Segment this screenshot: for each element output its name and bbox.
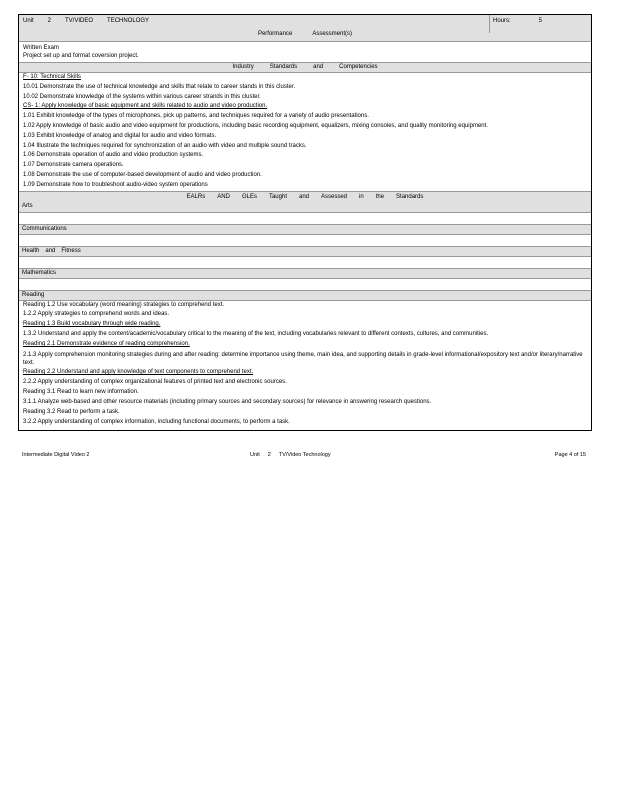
band-word: Industry — [232, 64, 254, 70]
unit-sheet — [18, 14, 592, 431]
unit-label: Unit — [23, 18, 34, 24]
health-content — [19, 257, 591, 268]
page-footer — [22, 452, 588, 462]
communications-content — [19, 235, 591, 246]
reading-item: 1.3.2 Understand and apply the content/academic/vocabulary critical to the meaning of the text, including vocabularies relevant to different contexts, cultures, and communities. — [23, 331, 489, 338]
competency-item: 1.04 Illustrate the techniques required for synchronization of an audio with video and multiple sound tracks. — [23, 142, 307, 149]
unit-title-2: TECHNOLOGY — [107, 18, 150, 24]
footer-unit-label: Unit — [250, 452, 260, 458]
subject-communications — [19, 224, 591, 235]
mathematics-content — [19, 279, 591, 290]
unit-title-1: TV/VIDEO — [65, 18, 94, 24]
subject-label: Fitness — [61, 247, 81, 254]
assessment-line-2: Project set up and format coversion project. — [23, 53, 139, 59]
subject-mathematics — [19, 268, 591, 279]
band-word: Assessed — [321, 193, 348, 200]
reading-list — [19, 301, 591, 430]
band-word: GLEs — [241, 193, 257, 200]
unit-header — [19, 15, 591, 42]
competency-item: 1.07 Demonstrate camera operations. — [23, 162, 124, 169]
reading-item: 3.1.1 Analyze web-based and other resource materials (including primary sources and secondary sources) for relevance in answering research questions. — [23, 398, 432, 405]
reading-item: 2.1.3 Apply comprehension monitoring strategies during and after reading: determine importance using theme, main idea, and supporting details in grade-level informational/expository text and/or literary/narrative text. — [23, 352, 583, 367]
ealrs-band — [19, 191, 591, 213]
competencies-list — [19, 73, 591, 191]
footer-page-number: Page 4 of 15 — [554, 452, 586, 458]
assessment-text — [19, 42, 591, 62]
assessment-line-1: Written Exam — [23, 45, 59, 51]
subject-label: Mathematics — [22, 269, 57, 276]
reading-item: 3.2.2 Apply understanding of complex information, including functional documents, to perform a task. — [23, 418, 290, 425]
band-word: and — [298, 193, 309, 200]
competency-item: 1.01 Exhibit knowledge of the types of microphones, pick up patterns, and techniques required for a variety of audio presentations. — [23, 113, 369, 120]
competency-item: 1.03 Exhibit knowledge of analog and digital for audio and video formats. — [23, 132, 217, 139]
reading-heading: Reading 3.2 Read to perform a task. — [23, 408, 120, 415]
band-word: in — [359, 193, 364, 200]
reading-item: 1.2.2 Apply strategies to comprehend words and ideas. — [23, 311, 170, 318]
subject-label: and — [45, 247, 56, 254]
hours-value: 5 — [538, 18, 543, 24]
competency-item: 1.08 Demonstrate the use of computer-based development of audio and video production. — [23, 171, 262, 178]
unit-number: 2 — [47, 18, 52, 24]
competency-heading: F- 10: Technical Skills — [23, 74, 81, 80]
competency-item: 1.09 Demonstrate how to troubleshoot audio-video system operations — [23, 181, 208, 188]
performance-word: Performance — [257, 31, 293, 37]
band-word: AND — [217, 193, 230, 200]
reading-heading: Reading 2.1 Demonstrate evidence of reading comprehension. — [23, 341, 190, 348]
footer-course: Intermediate Digital Video 2 — [22, 452, 90, 458]
ealrs-title — [19, 194, 591, 200]
band-word: EALRs — [186, 193, 206, 200]
arts-content — [19, 213, 591, 224]
industry-standards-band — [19, 62, 591, 73]
footer-unit-number: 2 — [267, 452, 271, 458]
competency-item: 1.06 Demonstrate operation of audio and video production systems. — [23, 152, 204, 159]
band-word: Standards — [269, 64, 298, 70]
reading-heading: Reading 1.3 Build vocabulary through wide reading. — [23, 321, 161, 328]
subject-label: Communications — [22, 225, 67, 232]
performance-assessment-heading — [19, 31, 591, 37]
reading-item: 2.2.2 Apply understanding of complex organizational features of printed text and electronic sources. — [23, 379, 287, 385]
competency-item: 10.02 Demonstrate knowledge of the systems within various career strands in this cluster. — [23, 93, 261, 100]
subject-health-fitness — [19, 246, 591, 257]
band-word: Standards — [396, 193, 424, 200]
reading-heading: Reading 3.1 Read to learn new information. — [23, 388, 139, 395]
band-word: Taught — [268, 193, 287, 200]
footer-unit — [250, 452, 339, 458]
subject-arts: Arts — [22, 202, 33, 209]
subject-reading — [19, 290, 591, 301]
reading-heading: Reading 2.2 Understand and apply knowledge of text components to comprehend text. — [23, 369, 254, 376]
subject-label: Reading — [22, 291, 45, 298]
band-word: Competencies — [339, 64, 378, 70]
band-word: and — [313, 64, 324, 70]
competency-item: 10.01 Demonstrate the use of technical knowledge and skills that relate to career stands in this cluster. — [23, 83, 296, 90]
band-word: the — [375, 193, 385, 200]
reading-item: Reading 1.2 Use vocabulary (word meaning) strategies to comprehend text. — [23, 301, 225, 308]
competency-subheading: CS- 1: Apply knowledge of basic equipment and skills related to audio and video production. — [23, 103, 268, 110]
subject-label: Health — [22, 247, 40, 254]
unit-info — [23, 18, 163, 24]
hours-label: Hours: — [493, 18, 511, 24]
footer-unit-title: TV/Video Technology — [278, 452, 331, 458]
assessment-word: Assessment(s) — [312, 31, 353, 37]
competency-item: 1.02 Apply knowledge of basic audio and video equipment for productions, including basic recording equipment, equalizers, mixing consoles, and quality monitoring equipment. — [23, 122, 488, 129]
